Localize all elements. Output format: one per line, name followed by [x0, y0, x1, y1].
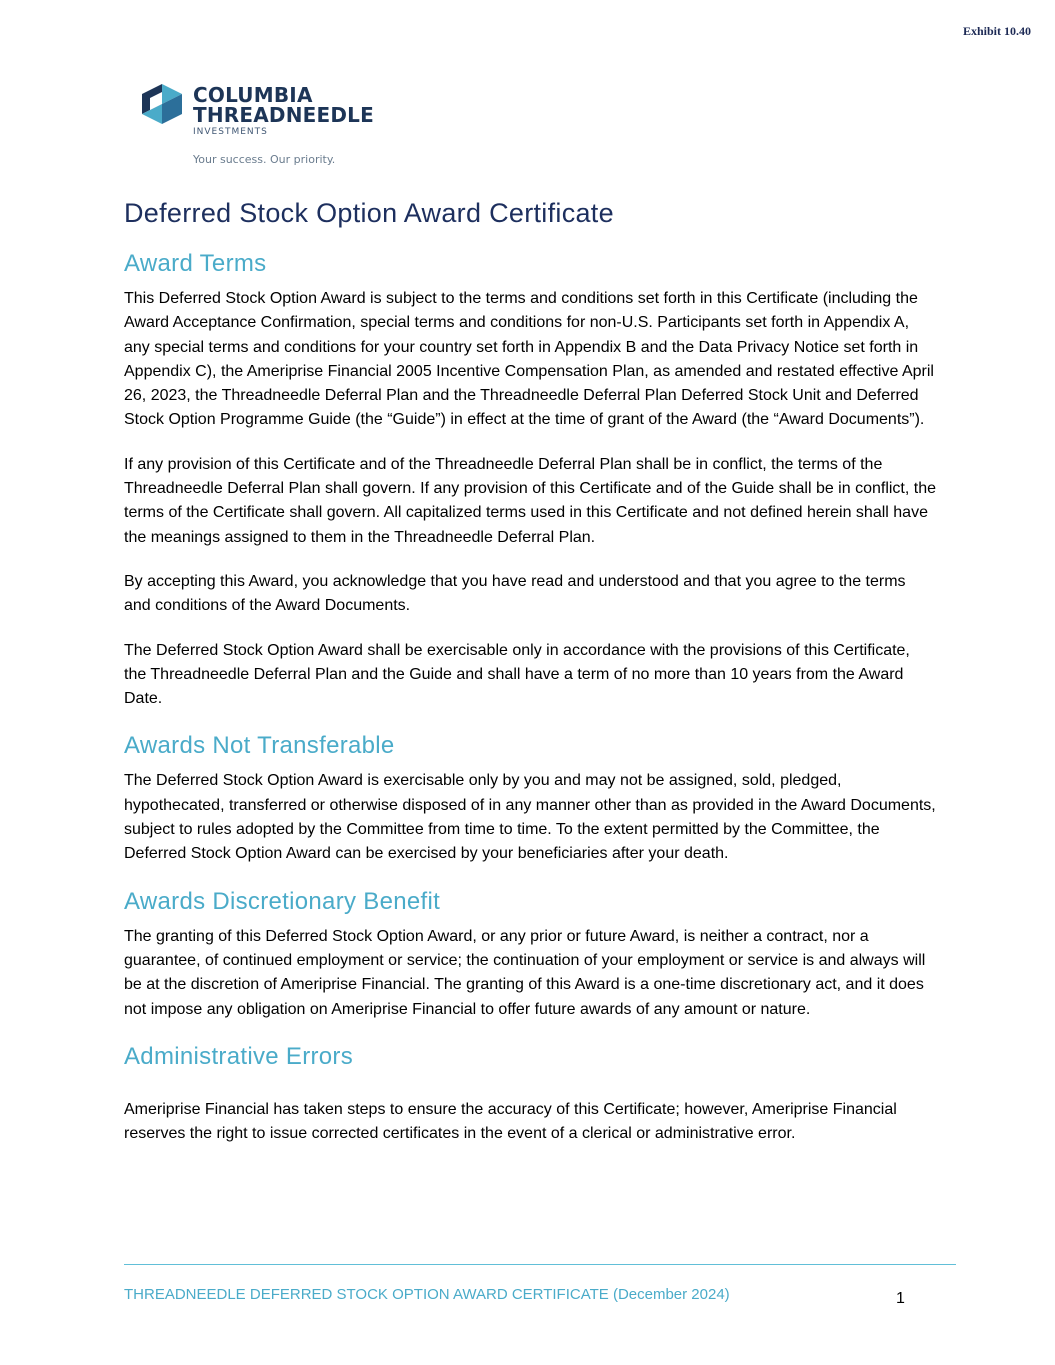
- exhibit-label: Exhibit 10.40: [962, 24, 1031, 38]
- footer-title: THREADNEEDLE DEFERRED STOCK OPTION AWARD CERTIFICATE (December 2024): [124, 1286, 730, 1303]
- paragraph: If any provision of this Certificate and of the Threadneedle Deferral Plan shall be in conflict, the terms of the Threadneedle Deferral Plan shall govern. If any provision of this Certificate and of the Guide shall be in conflict, the terms of the Certificate shall govern. All capitalized terms used in this Certificate and not defined herein shall have the meanings assigned to them in the Threadneedle Deferral Plan.: [124, 455, 937, 546]
- paragraph: By accepting this Award, you acknowledge that you have read and understood and that you agree to the terms and conditions of the Award Documents.: [124, 572, 906, 615]
- columbia-threadneedle-logo-icon: [138, 80, 186, 128]
- document-body: [124, 195, 936, 1166]
- section-award-terms: [124, 249, 936, 711]
- section-heading-not-transferable: Awards Not Transferable: [124, 732, 395, 760]
- section-heading-administrative-errors: Administrative Errors: [124, 1042, 354, 1070]
- page-number: 1: [896, 1290, 905, 1307]
- paragraph: This Deferred Stock Option Award is subject to the terms and conditions set forth in this Certificate (including the Award Acceptance Confirmation, special terms and conditions for non-U.S. Participants set forth in Appendix A, any special terms and conditions for your country set forth in Appendix B and the Data Privacy Notice set forth in Appendix C), the Ameriprise Financial 2005 Incentive Compensation Plan, as amended and restated effective April 26, 2023, the Threadneedle Deferral Plan and the Threadneedle Deferral Plan Deferred Stock Unit and Deferred Stock Option Programme Guide (the “Guide”) in effect at the time of grant of the Award (the “Award Documents”).: [124, 290, 934, 429]
- section-heading-award-terms: Award Terms: [124, 250, 267, 277]
- section-administrative-errors: [124, 1042, 936, 1147]
- section-discretionary-benefit: [124, 887, 936, 1022]
- paragraph: The granting of this Deferred Stock Option Award, or any prior or future Award, is neither a contract, nor a guarantee, of continued employment or service; the continuation of your employment or service is and always will be at the discretion of Ameriprise Financial. The granting of this Award is a one-time discretionary act, and it does not impose any obligation on Ameriprise Financial to offer future awards of any amount or nature.: [124, 927, 926, 1018]
- paragraph: Ameriprise Financial has taken steps to ensure the accuracy of this Certificate; however, Ameriprise Financial reserves the right to issue corrected certificates in the event of a clerical or administrative error.: [124, 1100, 897, 1143]
- document-title: Deferred Stock Option Award Certificate: [124, 198, 614, 228]
- paragraph: The Deferred Stock Option Award shall be exercisable only in accordance with the provisions of this Certificate, the Threadneedle Deferral Plan and the Guide and shall have a term of no more than 10 years from the Award Date.: [124, 641, 910, 708]
- logo-text-investments: INVESTMENTS: [193, 127, 268, 137]
- logo-text-threadneedle: THREADNEEDLE: [193, 103, 374, 127]
- paragraph: The Deferred Stock Option Award is exercisable only by you and may not be assigned, sold, pledged, hypothecated, transferred or otherwise disposed of in any manner other than as provided in the Award Documents, subject to rules adopted by the Committee from time to time. To the extent permitted by the Committee, the Deferred Stock Option Award can be exercised by your beneficiaries after your death.: [124, 772, 936, 863]
- logo-tagline: Your success. Our priority.: [193, 153, 336, 166]
- section-not-transferable: [124, 731, 936, 866]
- section-heading-discretionary-benefit: Awards Discretionary Benefit: [124, 887, 441, 915]
- footer-divider: [124, 1264, 956, 1265]
- company-logo: [138, 80, 378, 172]
- logo-text-columbia: COLUMBIA: [193, 83, 313, 107]
